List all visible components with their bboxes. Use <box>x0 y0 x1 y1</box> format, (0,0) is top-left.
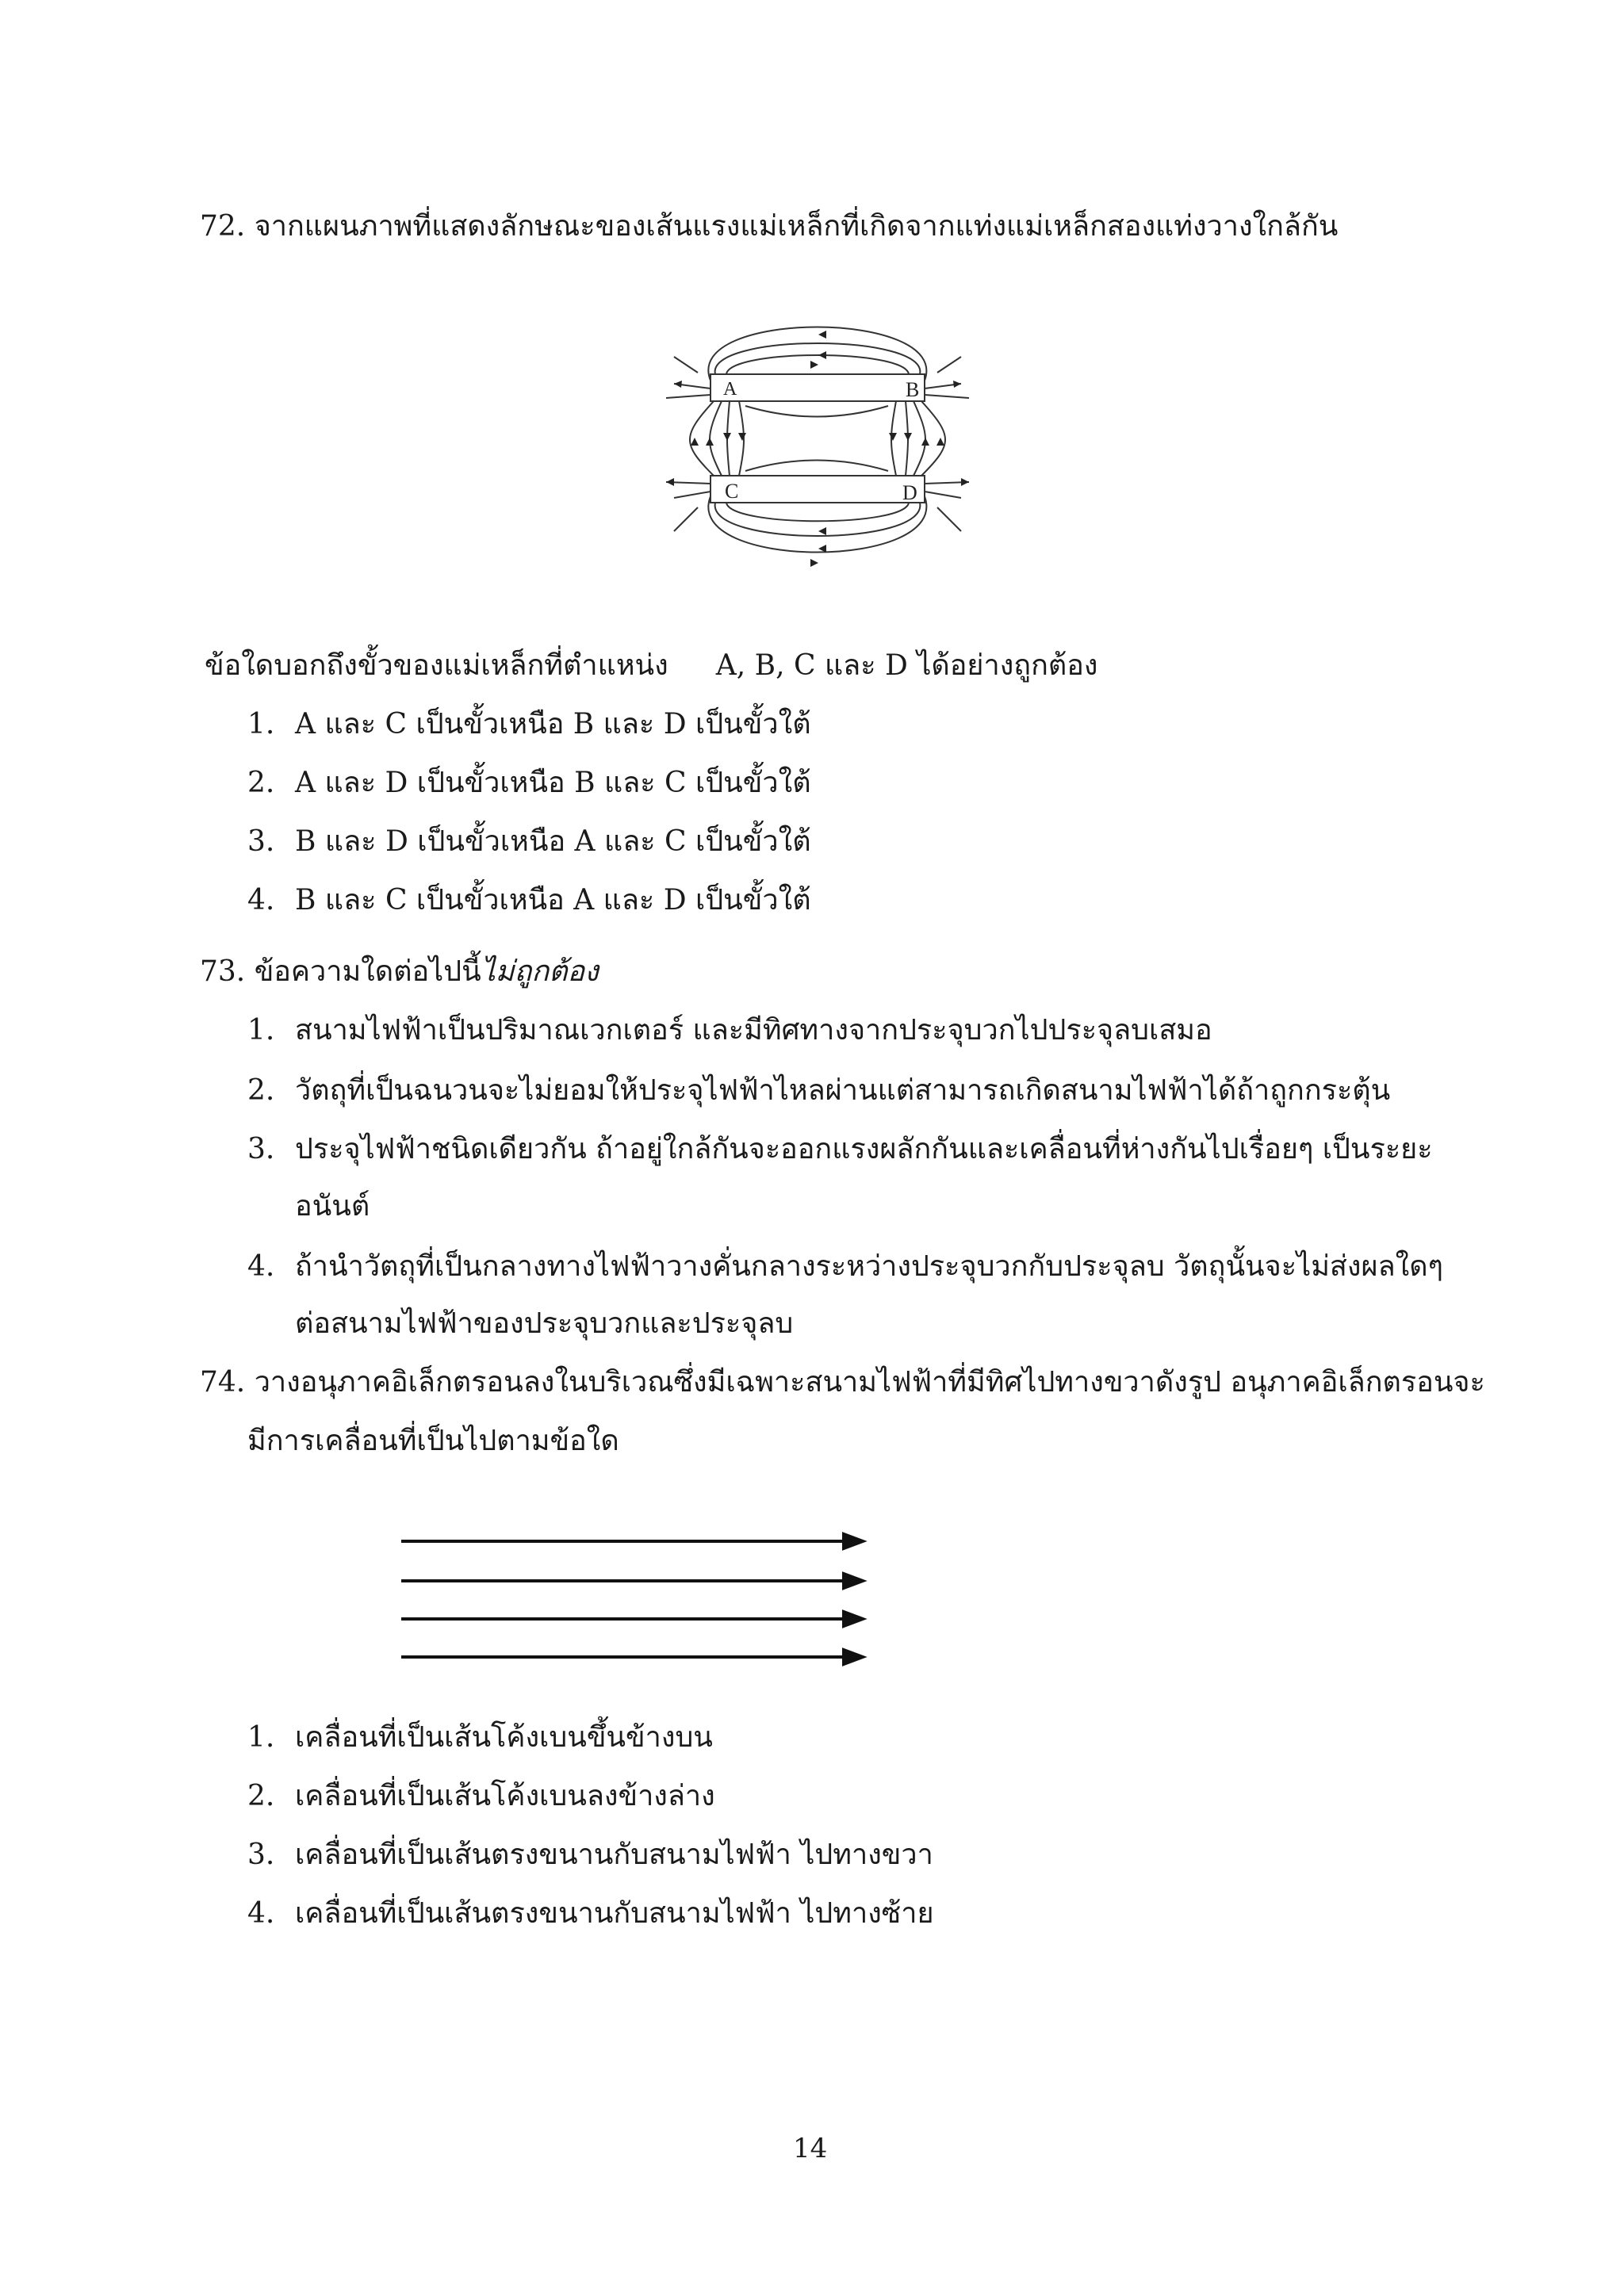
arrowhead-icon <box>844 1650 863 1664</box>
q74-option-3 <box>247 1838 933 1873</box>
q72-question-post: A, B, C และ D ได้อย่างถูกต้อง <box>715 649 1098 682</box>
arrowhead-icon <box>844 1574 863 1588</box>
option-text: วัตถุที่เป็นฉนวนจะไม่ยอมให้ประจุไฟฟ้าไหลผ่านแต่สามารถเกิดสนามไฟฟ้าได้ถ้าถูกกระตุ้น <box>295 1074 1391 1107</box>
q73-option-1 <box>247 1013 1212 1048</box>
q73-title <box>200 955 599 989</box>
option-number: 1. <box>247 1721 275 1754</box>
q73-title-pre: 73. ข้อความใดต่อไปนี้ <box>200 955 481 988</box>
label-b: B <box>906 378 920 401</box>
q73-option-4 <box>247 1249 1443 1284</box>
option-text: A และ D เป็นขั้วเหนือ B และ C เป็นขั้วใต้ <box>295 767 811 799</box>
option-text: เคลื่อนที่เป็นเส้นโค้งเบนลงข้างล่าง <box>295 1780 715 1812</box>
option-number: 2. <box>247 1780 275 1812</box>
q72-option-3 <box>247 825 811 859</box>
q73-option-4-continued: ต่อสนามไฟฟ้าของประจุบวกและประจุลบ <box>295 1307 794 1340</box>
q73-option-3-continued: อนันต์ <box>295 1190 370 1223</box>
arrowhead-icon <box>844 1612 863 1626</box>
arrowhead-icon <box>844 1534 863 1548</box>
option-number: 2. <box>247 767 275 799</box>
q73-option-3 <box>247 1132 1433 1167</box>
option-text: ประจุไฟฟ้าชนิดเดียวกัน ถ้าอยู่ใกล้กันจะออกแรงผลักกันและเคลื่อนที่ห่างกันไปเรื่อยๆ เป็นระยะ <box>295 1133 1433 1165</box>
option-number: 4. <box>247 884 275 916</box>
label-c: C <box>725 480 739 503</box>
q72-option-1 <box>247 707 811 742</box>
option-text: ถ้านำวัตถุที่เป็นกลางทางไฟฟ้าวางคั่นกลางระหว่างประจุบวกกับประจุลบ วัตถุนั้นจะไม่ส่งผลใดๆ <box>295 1250 1443 1283</box>
page-number: 14 <box>793 2133 828 2164</box>
q74-title-line2: มีการเคลื่อนที่เป็นไปตามข้อใด <box>247 1425 619 1457</box>
q72-option-4 <box>247 883 811 918</box>
q74-title-line1: 74. วางอนุภาคอิเล็กตรอนลงในบริเวณซึ่งมีเฉพาะสนามไฟฟ้าที่มีทิศไปทางขวาดังรูป อนุภาคอิเล็กตรอนจะ <box>200 1366 1485 1399</box>
q74-option-4 <box>247 1896 934 1931</box>
option-text: B และ D เป็นขั้วเหนือ A และ C เป็นขั้วใต้ <box>295 825 811 858</box>
electric-field-figure <box>396 1514 872 1673</box>
option-number: 4. <box>247 1250 275 1283</box>
q72-option-2 <box>247 766 811 801</box>
q73-title-emph: ไม่ถูกต้อง <box>481 955 599 988</box>
option-number: 1. <box>247 1014 275 1047</box>
option-number: 3. <box>247 825 275 858</box>
option-number: 2. <box>247 1074 275 1107</box>
option-number: 3. <box>247 1133 275 1165</box>
option-text: เคลื่อนที่เป็นเส้นตรงขนานกับสนามไฟฟ้า ไปทางซ้าย <box>295 1897 934 1930</box>
option-text: เคลื่อนที่เป็นเส้นตรงขนานกับสนามไฟฟ้า ไปทางขวา <box>295 1839 933 1871</box>
option-number: 3. <box>247 1839 275 1871</box>
q72-title: 72. จากแผนภาพที่แสดงลักษณะของเส้นแรงแม่เหล็กที่เกิดจากแท่งแม่เหล็กสองแท่งวางใกล้กัน <box>200 210 1339 243</box>
q73-option-2 <box>247 1073 1390 1108</box>
magnetic-field-figure <box>650 301 983 587</box>
q74-option-2 <box>247 1779 715 1814</box>
option-number: 4. <box>247 1897 275 1930</box>
option-number: 1. <box>247 708 275 740</box>
label-a: A <box>723 379 737 400</box>
q72-question-pre: ข้อใดบอกถึงขั้วของแม่เหล็กที่ตำแหน่ง <box>205 649 668 682</box>
option-text: เคลื่อนที่เป็นเส้นโค้งเบนขึ้นข้างบน <box>295 1721 713 1754</box>
option-text: สนามไฟฟ้าเป็นปริมาณเวกเตอร์ และมีทิศทางจากประจุบวกไปประจุลบเสมอ <box>295 1014 1212 1047</box>
option-text: A และ C เป็นขั้วเหนือ B และ D เป็นขั้วใต้ <box>295 708 811 740</box>
option-text: B และ C เป็นขั้วเหนือ A และ D เป็นขั้วใต้ <box>295 884 811 916</box>
q72-question <box>205 649 1097 683</box>
label-d: D <box>902 481 917 504</box>
q74-option-1 <box>247 1720 713 1755</box>
